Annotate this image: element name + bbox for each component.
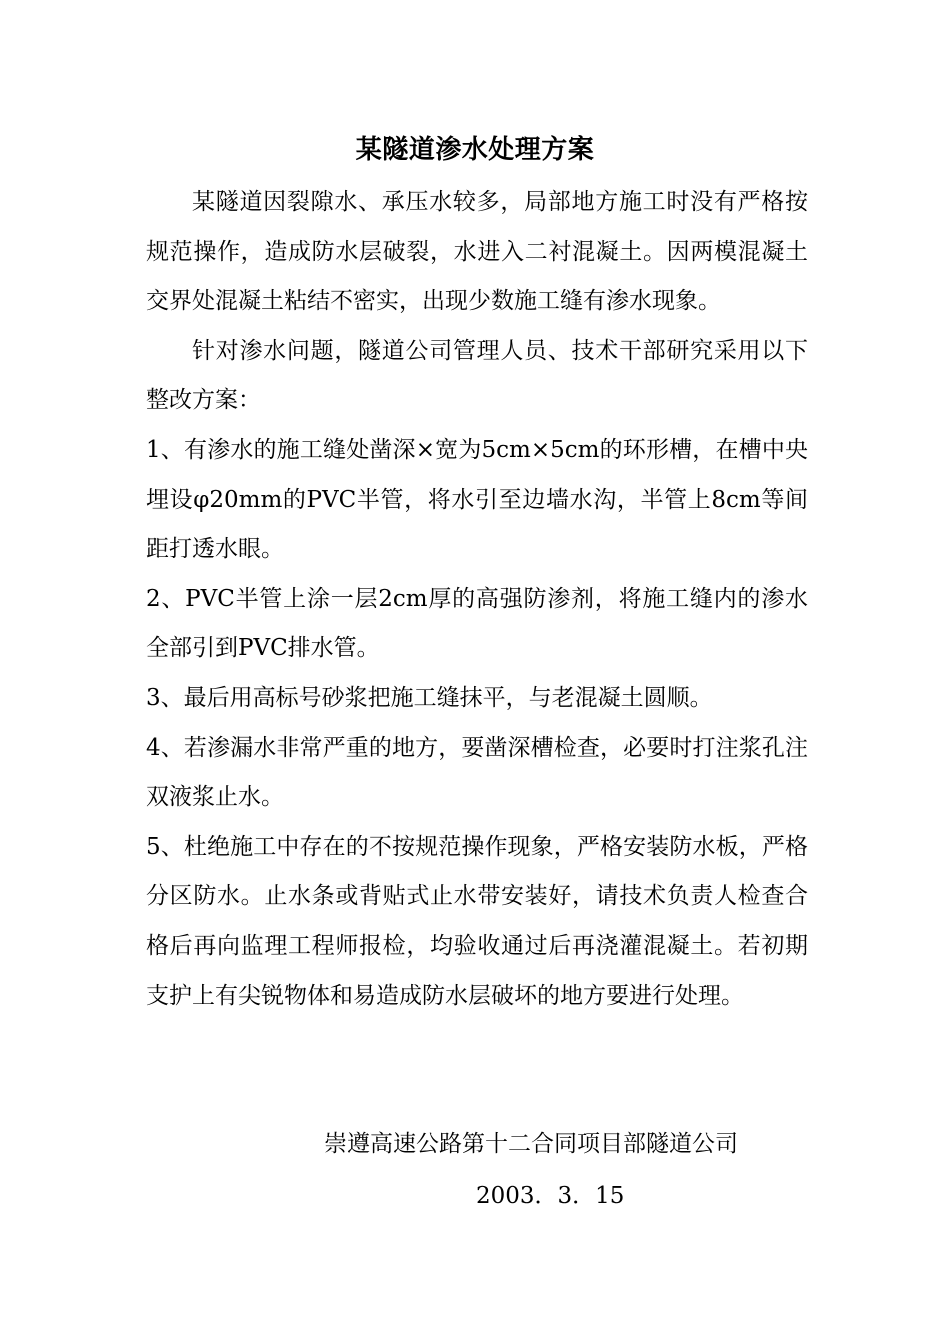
document-title: 某隧道渗水处理方案 (355, 135, 595, 165)
paragraph-item-1: 1、有渗水的施工缝处凿深×宽为5cm×5cm的环形槽，在槽中央埋设φ20mm的PVC半管，将水引至边墙水沟，半管上8cm等间距打透水眼。 (146, 436, 808, 563)
paragraph-item-4: 4、若渗漏水非常严重的地方，要凿深槽检查，必要时打注浆孔注双液浆止水。 (146, 734, 808, 811)
paragraph-plan-intro: 针对渗水问题，隧道公司管理人员、技术干部研究采用以下整改方案： (146, 337, 808, 414)
paragraph-item-5: 5、杜绝施工中存在的不按规范操作现象，严格安装防水板，严格分区防水。止水条或背贴式止水带安装好，请技术负责人检查合格后再向监理工程师报检，均验收通过后再浇灌混凝土。若初期支护上有尖锐物体和易造成防水层破坏的地方要进行处理。 (146, 833, 808, 1009)
document-body (146, 178, 808, 1021)
signature-organization: 崇遵高速公路第十二合同项目部隧道公司 (324, 1131, 738, 1157)
paragraph-intro: 某隧道因裂隙水、承压水较多，局部地方施工时没有严格按规范操作，造成防水层破裂，水进入二衬混凝土。因两模混凝土交界处混凝土粘结不密实，出现少数施工缝有渗水现象。 (146, 189, 808, 315)
signature-date: 2003．3．15 (476, 1183, 625, 1209)
paragraph-item-3: 3、最后用高标号砂浆把施工缝抹平，与老混凝土圆顺。 (146, 684, 713, 711)
paragraph-item-2: 2、PVC半管上涂一层2cm厚的高强防渗剂，将施工缝内的渗水全部引到PVC排水管。 (146, 585, 808, 662)
